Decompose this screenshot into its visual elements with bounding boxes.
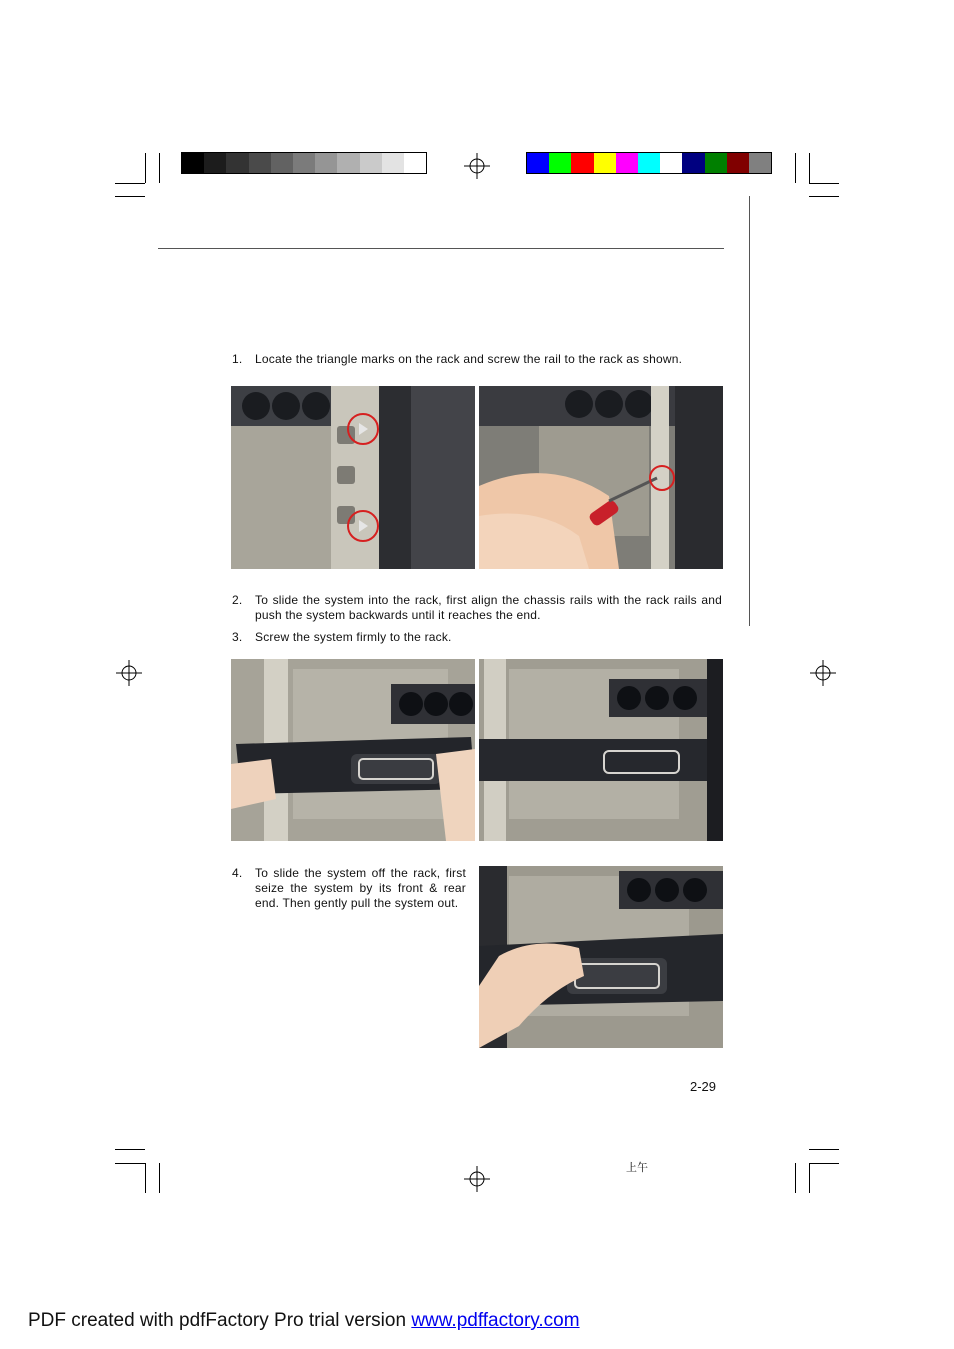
gray-swatch [182,153,204,173]
crop-mark [115,196,145,197]
page-number: 2-29 [690,1079,717,1094]
color-swatch [616,153,638,173]
crop-mark [145,153,146,183]
crop-mark [809,153,810,183]
pdf-footer [28,1310,580,1332]
grayscale-calibration-bar [181,152,427,174]
crop-mark [145,1163,146,1193]
step-text: To slide the system off the rack, first seize the system by its front & rear end. Then gently pull the system out. [255,866,466,910]
crop-mark [795,153,796,183]
photo-pulling-system-out [479,866,723,1048]
color-swatch [527,153,549,173]
color-swatch [705,153,727,173]
color-swatch [594,153,616,173]
photo-rack-triangle-marks [231,386,475,569]
gray-swatch [404,153,426,173]
step-text: Locate the triangle marks on the rack and screw the rail to the rack as shown. [255,352,683,366]
crop-mark [159,153,160,183]
crop-mark [809,196,839,197]
step-number: 2. [232,593,243,607]
step-number: 1. [232,352,243,366]
gray-swatch [293,153,315,173]
color-swatch [727,153,749,173]
crop-mark [809,183,839,184]
crop-mark [115,1163,145,1164]
gray-swatch [315,153,337,173]
color-swatch [638,153,660,173]
pdffactory-link[interactable]: www.pdffactory.com [411,1310,580,1331]
gray-swatch [204,153,226,173]
crop-mark [115,1149,145,1150]
gray-swatch [271,153,293,173]
crop-mark [159,1163,160,1193]
color-calibration-bar [526,152,772,174]
color-swatch [660,153,682,173]
color-swatch [749,153,771,173]
color-swatch [682,153,704,173]
margin-rule [749,196,750,626]
registration-target-icon [116,660,142,686]
photo-screwing-rail [479,386,723,569]
step-text: Screw the system firmly to the rack. [255,630,452,644]
registration-target-icon [464,153,490,179]
step-number: 3. [232,630,243,644]
gray-swatch [360,153,382,173]
photo-sliding-system-in [231,659,475,841]
step-number: 4. [232,866,243,880]
gray-swatch [226,153,248,173]
corner-glyph: 上午 [626,1161,648,1174]
step-text: To slide the system into the rack, first align the chassis rails with the rack rails and push the system backwards until it reaches the end. [255,593,722,622]
gray-swatch [382,153,404,173]
photo-system-in-rack [479,659,723,841]
registration-target-icon [464,1166,490,1192]
color-swatch [549,153,571,173]
gray-swatch [249,153,271,173]
crop-mark [809,1163,839,1164]
registration-target-icon [810,660,836,686]
header-rule [158,248,724,249]
crop-mark [795,1163,796,1193]
crop-mark [809,1149,839,1150]
color-swatch [571,153,593,173]
footer-text: PDF created with pdfFactory Pro trial version [28,1310,412,1331]
crop-mark [115,183,145,184]
gray-swatch [337,153,359,173]
crop-mark [809,1163,810,1193]
